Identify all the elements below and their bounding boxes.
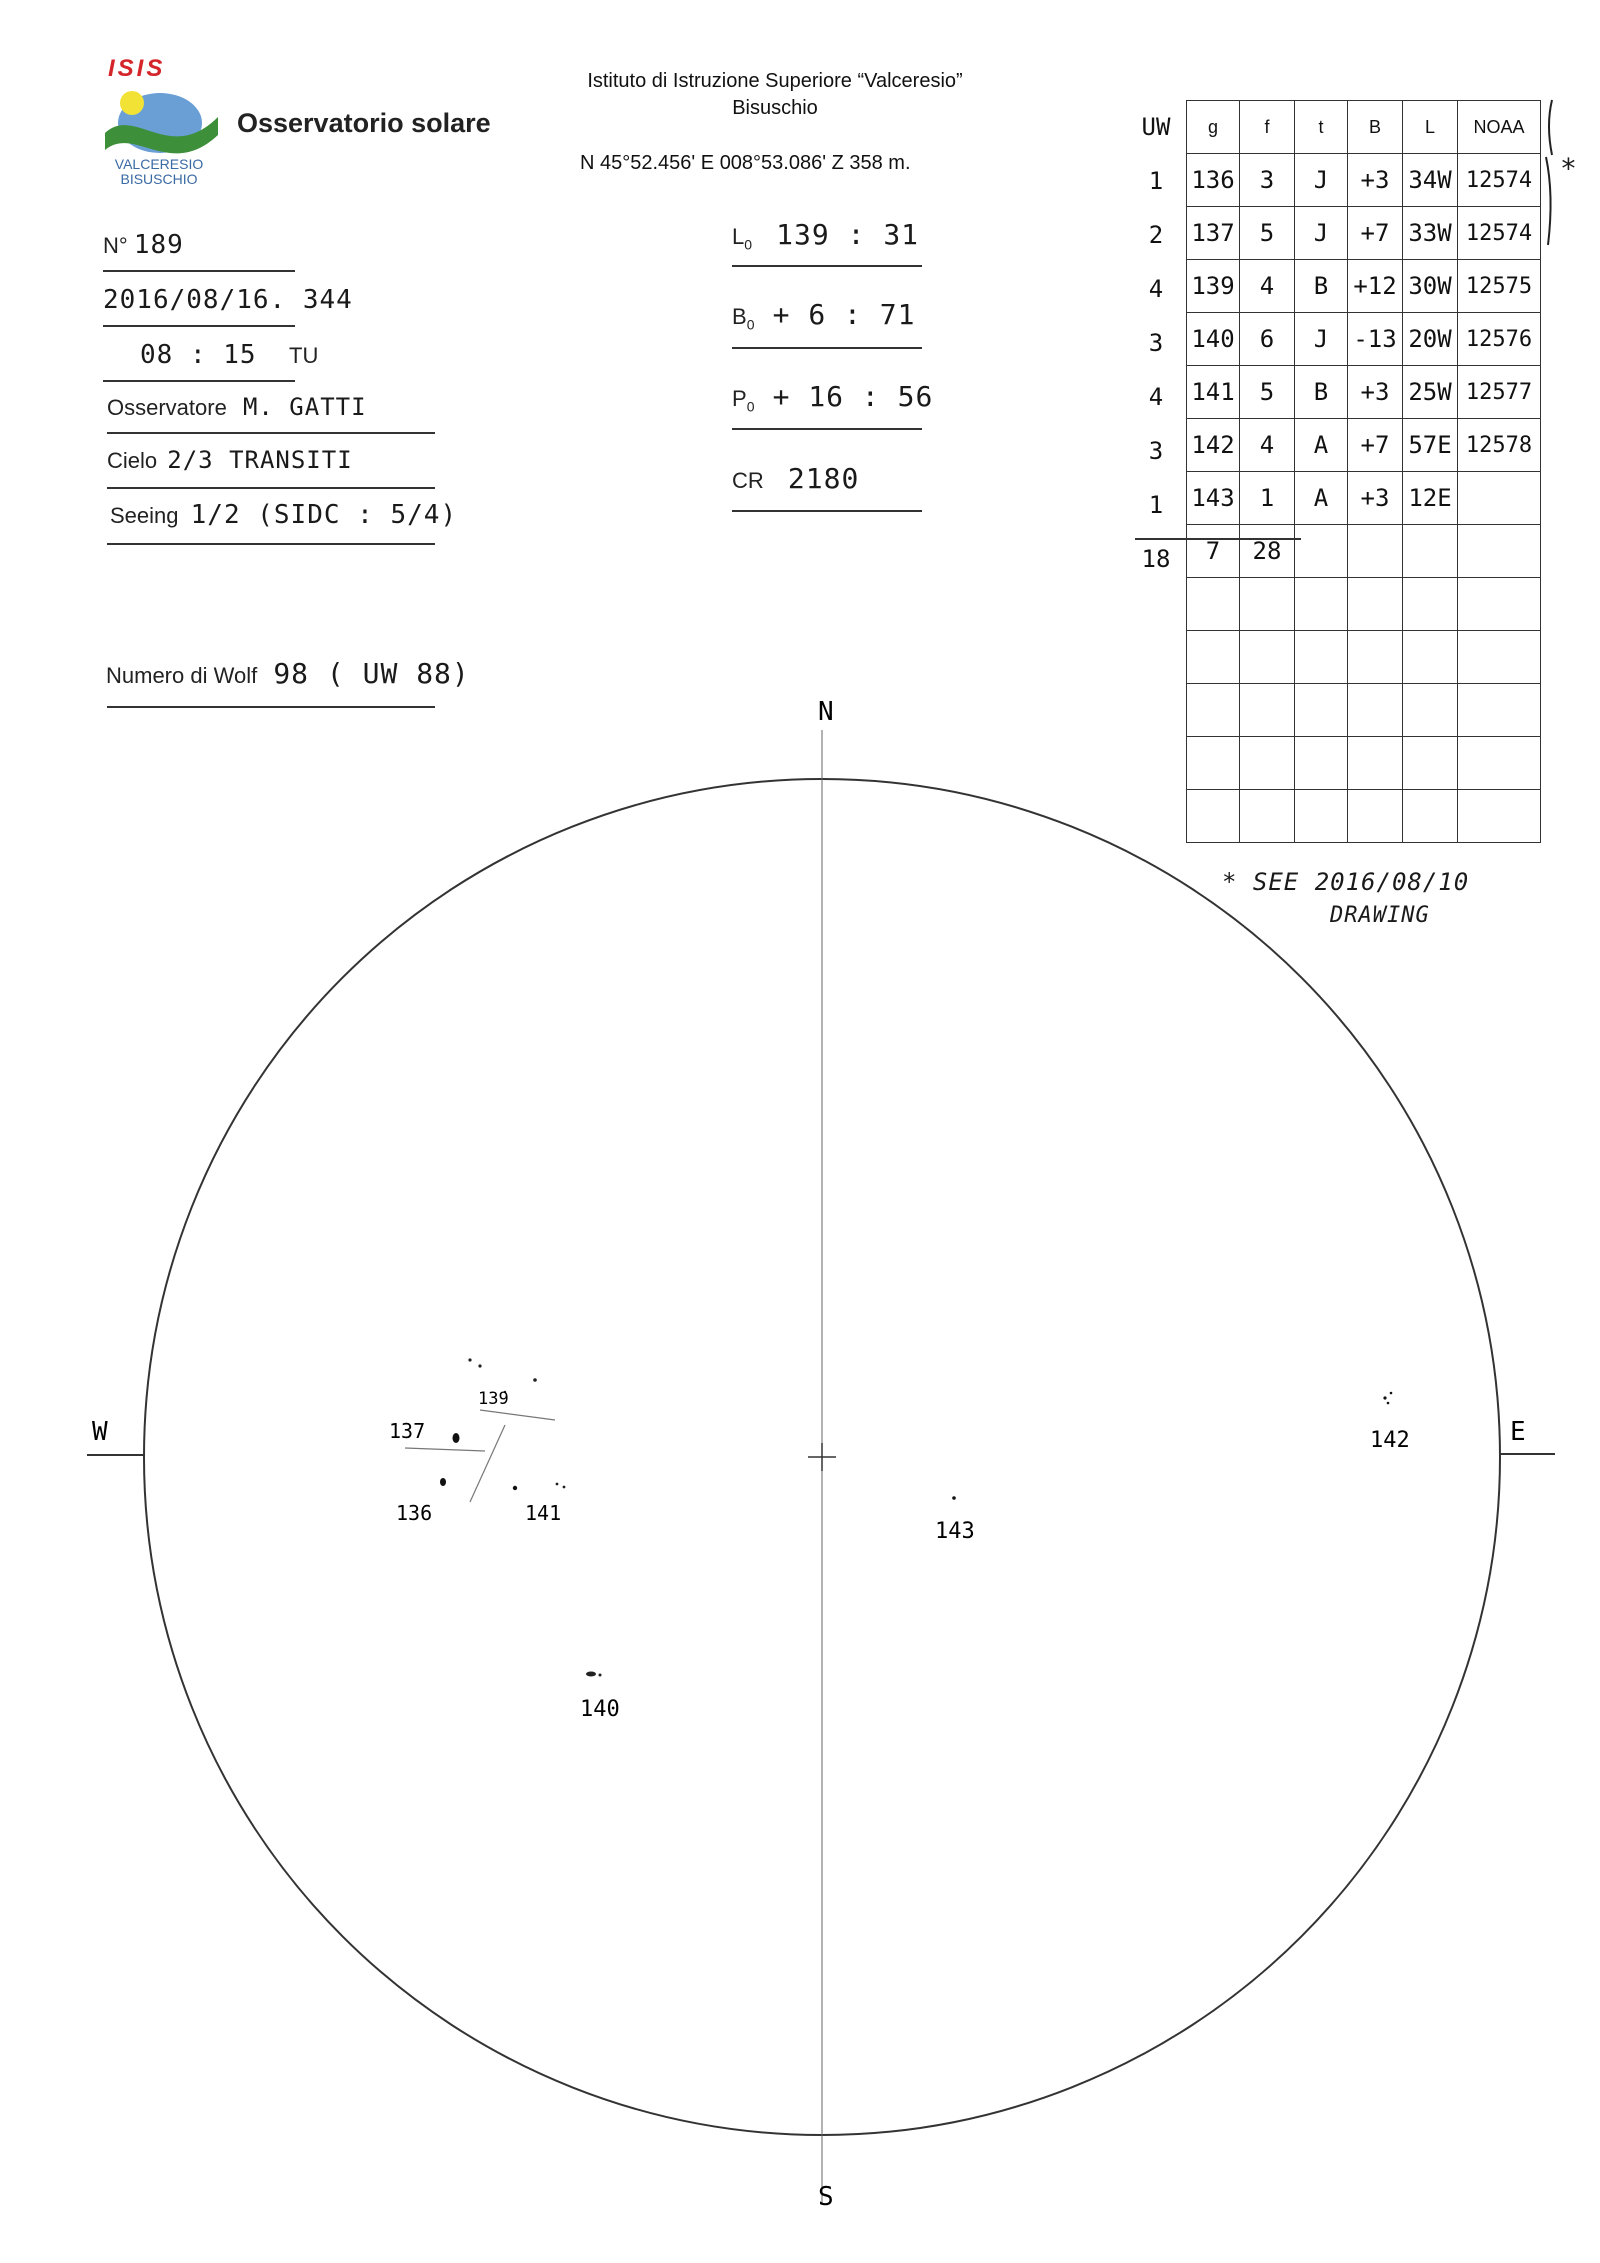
p0-subscript: 0 [746, 398, 755, 415]
note-line1: * SEE 2016/08/10 [1222, 868, 1470, 896]
table-cell: +3 [1348, 154, 1403, 207]
uw-cell: 4 [1148, 383, 1164, 411]
table-cell: B [1295, 366, 1348, 419]
seeing-label: Seeing [110, 503, 179, 528]
table-cell: +3 [1348, 366, 1403, 419]
group-label: 142 [1370, 1428, 1410, 1453]
spots-group-139 [468, 1358, 536, 1393]
table-row [1187, 260, 1541, 313]
sky-value: 2/3 TRANSITI [167, 446, 353, 474]
table-row [1187, 207, 1541, 260]
table-cell: A [1295, 472, 1348, 525]
table-cell: 137 [1187, 207, 1240, 260]
table-cell: J [1295, 313, 1348, 366]
uw-header: UW [1141, 113, 1171, 141]
table-cell [1295, 525, 1348, 578]
table-cell: J [1295, 207, 1348, 260]
table-header-row [1187, 101, 1541, 154]
solar-disk-drawing [0, 680, 1600, 2240]
table-cell: 12575 [1458, 260, 1541, 313]
divider [107, 487, 435, 489]
logo-caption [100, 157, 218, 187]
date-value: 2016/08/16. 344 [103, 285, 353, 315]
observer-field [107, 393, 367, 421]
cr-value: 2180 [787, 462, 860, 495]
cr-field [732, 462, 859, 495]
table-totals-row [1187, 525, 1541, 578]
table-row [1187, 472, 1541, 525]
institute-town: Bisuschio [732, 97, 818, 119]
group-label: 139 [478, 1389, 509, 1409]
uw-cell: 1 [1148, 167, 1164, 195]
time-unit: TU [289, 343, 319, 368]
institute-name: Istituto di Istruzione Superiore “Valceresio” [587, 70, 963, 92]
b0-subscript: 0 [746, 316, 755, 333]
l0-value: 139 : 31 [776, 218, 920, 251]
uw-cell: 3 [1148, 437, 1164, 465]
observer-label: Osservatore [107, 395, 227, 420]
column-header: B [1348, 101, 1403, 154]
column-header: f [1240, 101, 1295, 154]
table-cell [1458, 472, 1541, 525]
grid-line [470, 1425, 505, 1502]
table-cell: 30W [1403, 260, 1458, 313]
table-cell: 6 [1240, 313, 1295, 366]
uw-cell: 3 [1148, 329, 1164, 357]
cr-label: CR [732, 468, 764, 493]
east-label: E [1510, 1417, 1526, 1447]
uw-column [1130, 100, 1182, 586]
spot-143 [952, 1496, 956, 1500]
table-cell: 4 [1240, 419, 1295, 472]
divider [732, 347, 922, 349]
west-label: W [92, 1417, 108, 1447]
table-cell: 136 [1187, 154, 1240, 207]
logo-caption-line2: BISUSCHIO [120, 171, 198, 187]
l0-field [732, 218, 919, 252]
table-cell: -13 [1348, 313, 1403, 366]
seeing-value: 1/2 (SIDC : 5/4) [190, 500, 458, 530]
table-cell: B [1295, 260, 1348, 313]
column-header: NOAA [1458, 101, 1541, 154]
table-cell: 20W [1403, 313, 1458, 366]
table-cell: +3 [1348, 472, 1403, 525]
time-field [140, 340, 318, 370]
divider [103, 270, 295, 272]
table-cell [1458, 525, 1541, 578]
table-cell: 5 [1240, 366, 1295, 419]
divider [107, 543, 435, 545]
table-cell: A [1295, 419, 1348, 472]
spots-group-141 [513, 1483, 566, 1491]
time-value: 08 : 15 [140, 340, 257, 370]
uw-cell: 18 [1141, 545, 1171, 573]
table-cell: 143 [1187, 472, 1240, 525]
spots-group-142 [1383, 1392, 1392, 1405]
spots-group-140 [586, 1672, 602, 1677]
group-label: 136 [396, 1501, 433, 1525]
table-cell: 33W [1403, 207, 1458, 260]
table-cell: 57E [1403, 419, 1458, 472]
table-cell: 3 [1240, 154, 1295, 207]
group-label: 137 [389, 1419, 426, 1443]
note-mark: * [1560, 152, 1578, 185]
divider [103, 325, 295, 327]
number-value: 189 [133, 230, 184, 260]
table-row [1187, 313, 1541, 366]
number-field [103, 230, 184, 260]
table-cell: 1 [1240, 472, 1295, 525]
l0-label: L [732, 224, 745, 249]
sky-label: Cielo [107, 448, 158, 473]
uw-cell: 4 [1148, 275, 1164, 303]
logo-text: ISIS [108, 55, 166, 82]
group-label: 141 [525, 1501, 562, 1525]
wolf-label: Numero di Wolf [106, 663, 258, 688]
south-label: S [818, 2182, 834, 2212]
table-cell: 12578 [1458, 419, 1541, 472]
table-cell: 139 [1187, 260, 1240, 313]
group-label: 143 [935, 1519, 975, 1544]
table-cell: 142 [1187, 419, 1240, 472]
table-row [1187, 154, 1541, 207]
table-cell: +7 [1348, 207, 1403, 260]
table-cell: 12576 [1458, 313, 1541, 366]
table-cell: +12 [1348, 260, 1403, 313]
table-cell: 25W [1403, 366, 1458, 419]
seeing-field [110, 500, 457, 530]
divider [732, 265, 922, 267]
spot-137 [453, 1433, 460, 1443]
table-cell: 12574 [1458, 207, 1541, 260]
table-cell: 5 [1240, 207, 1295, 260]
table-cell [1348, 525, 1403, 578]
table-cell: J [1295, 154, 1348, 207]
l0-subscript: 0 [744, 236, 753, 253]
uw-cell: 2 [1148, 221, 1164, 249]
table-row [1187, 366, 1541, 419]
table-cell [1403, 525, 1458, 578]
observatory-title: Osservatorio solare [237, 108, 491, 138]
table-cell: 140 [1187, 313, 1240, 366]
divider [107, 432, 435, 434]
note-line2: DRAWING [1330, 903, 1430, 928]
p0-field [732, 380, 933, 414]
table-cell: 12574 [1458, 154, 1541, 207]
column-header: g [1187, 101, 1240, 154]
table-cell: 28 [1240, 525, 1295, 578]
table-cell: 12577 [1458, 366, 1541, 419]
p0-value: + 16 : 56 [772, 380, 934, 413]
sky-field [107, 446, 353, 474]
table-cell: +7 [1348, 419, 1403, 472]
divider [732, 428, 922, 430]
spot-136 [440, 1478, 446, 1486]
table-cell: 7 [1187, 525, 1240, 578]
divider [732, 510, 922, 512]
logo-caption-line1: VALCERESIO [114, 156, 204, 172]
empty-row [1187, 578, 1541, 631]
b0-label: B [732, 304, 747, 329]
b0-field [732, 298, 915, 332]
north-label: N [818, 697, 834, 727]
table-row [1187, 419, 1541, 472]
column-header: L [1403, 101, 1458, 154]
empty-row [1187, 631, 1541, 684]
divider [103, 380, 295, 382]
column-header: t [1295, 101, 1348, 154]
observatory-coordinates: N 45°52.456' E 008°53.086' Z 358 m. [580, 152, 911, 174]
table-cell: 141 [1187, 366, 1240, 419]
uw-cell: 1 [1148, 491, 1164, 519]
table-cell: 12E [1403, 472, 1458, 525]
group-label: 140 [580, 1697, 620, 1722]
wolf-value: 98 ( UW 88) [273, 657, 470, 690]
table-cell: 34W [1403, 154, 1458, 207]
observer-value: M. GATTI [242, 393, 367, 421]
grid-line [480, 1410, 555, 1420]
b0-value: + 6 : 71 [772, 298, 916, 331]
grid-line [405, 1448, 485, 1451]
p0-label: P [732, 386, 747, 411]
number-label: N° [103, 233, 128, 258]
table-cell: 4 [1240, 260, 1295, 313]
